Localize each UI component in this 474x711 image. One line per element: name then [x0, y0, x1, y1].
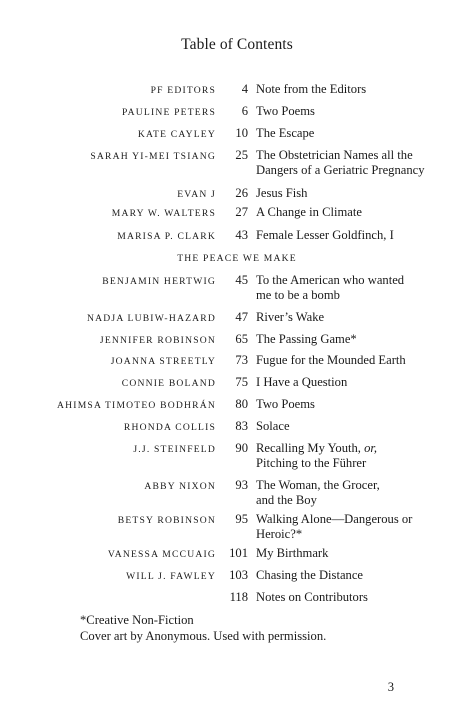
entry-page: 65 [235, 332, 248, 346]
entry-title: Two Poems [256, 104, 315, 118]
entry-title: The Obstetrician Names all the Dangers of a Geriatric Pregnancy [256, 148, 425, 177]
entry-author: BENJAMIN HERTWIG [102, 276, 216, 287]
entry-author: EVAN J [177, 189, 216, 200]
entry-author: JENNIFER ROBINSON [99, 335, 216, 346]
entry-author: NADJA LUBIW-HAZARD [87, 313, 216, 324]
entry-page: 101 [229, 546, 248, 560]
entry-page: 47 [235, 310, 248, 324]
entry-author: PF EDITORS [150, 85, 216, 96]
entry-author: JOANNA STREETLY [110, 356, 216, 367]
entry-title: Notes on Contributors [256, 590, 368, 604]
page-number: 3 [387, 680, 394, 694]
entry-title: My Birthmark [256, 546, 329, 560]
entry-page: 95 [235, 512, 248, 526]
footnotes [80, 613, 326, 644]
entry-page: 6 [241, 104, 248, 118]
entry-author: PAULINE PETERS [121, 107, 216, 118]
entry-author: ABBY NIXON [144, 481, 216, 492]
entry-page: 25 [235, 148, 248, 162]
page-title: Table of Contents [181, 36, 293, 53]
entry-page: 10 [235, 126, 248, 140]
entry-page: 75 [235, 375, 248, 389]
entry-author: RHONDA COLLIS [123, 422, 216, 433]
entry-title: The Passing Game* [256, 332, 357, 346]
entry-title: Walking Alone—Dangerous or Heroic?* [256, 512, 413, 541]
cover-credit: Cover art by Anonymous. Used with permission. [80, 628, 327, 643]
entry-author: KATE CAYLEY [137, 129, 216, 140]
entry-author: MARISA P. CLARK [117, 231, 216, 242]
entry-author: J.J. STEINFELD [133, 444, 216, 455]
footnote-creative-nonfiction: *Creative Non-Fiction [80, 613, 194, 627]
entry-author: AHIMSA TIMOTEO BODHRÁN [57, 400, 216, 411]
entry-page: 103 [229, 568, 248, 582]
entry-page: 45 [235, 273, 248, 287]
entry-title: Note from the Editors [256, 82, 367, 96]
section-heading: THE PEACE WE MAKE [177, 253, 297, 264]
entry-title: River’s Wake [256, 310, 325, 324]
entry-title [256, 441, 406, 471]
entry-page: 93 [235, 478, 248, 492]
entry-title-part: Recalling My Youth, [256, 441, 365, 455]
entry-title: Two Poems [256, 397, 315, 411]
entry-page: 26 [235, 186, 248, 200]
entry-title-part: Pitching to the Führer [256, 456, 367, 470]
entry-page: 118 [229, 590, 248, 604]
entry-title: Fugue for the Mounded Earth [256, 353, 406, 367]
entry-title: Jesus Fish [256, 186, 308, 200]
entry-title: I Have a Question [256, 375, 348, 389]
entry-page: 73 [235, 353, 248, 367]
entry-title: Solace [256, 419, 290, 433]
entry-title: A Change in Climate [256, 205, 362, 219]
entry-title: The Escape [256, 126, 315, 140]
entry-title: The Woman, the Grocer, and the Boy [256, 478, 380, 507]
entry-title: Chasing the Distance [256, 568, 364, 582]
entry-page: 83 [235, 419, 248, 433]
entry-page: 90 [235, 441, 248, 455]
entry-title: Female Lesser Goldfinch, I [256, 228, 394, 242]
entry-author: SARAH YI-MEI TSIANG [90, 151, 216, 162]
entry-page: 27 [235, 205, 248, 219]
entry-author: WILL J. FAWLEY [126, 571, 216, 582]
entry-author: BETSY ROBINSON [117, 515, 216, 526]
entry-page: 80 [235, 397, 248, 411]
entry-title-italic: or, [364, 441, 378, 455]
entry-title: To the American who wanted me to be a bomb [256, 273, 405, 302]
entry-page: 43 [235, 228, 248, 242]
entry-author: CONNIE BOLAND [121, 378, 216, 389]
entry-author: VANESSA MCCUAIG [107, 549, 216, 560]
entry-author: MARY W. WALTERS [111, 208, 216, 219]
entry-page: 4 [241, 82, 248, 96]
